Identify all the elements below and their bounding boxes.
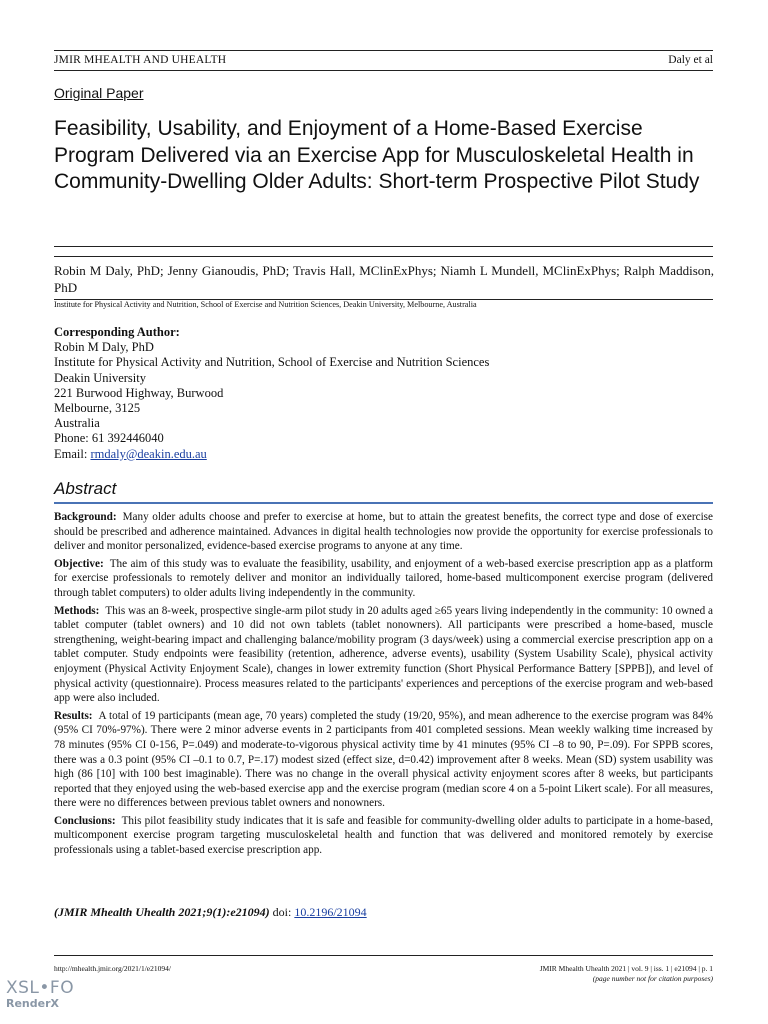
watermark-line2: RenderX [6,997,60,1010]
abstract-results [54,709,713,811]
article-type: Original Paper [54,85,144,101]
methods-label: Methods: [54,604,100,617]
citation-line [54,905,367,920]
header-rule [54,50,713,51]
abstract-objective [54,557,713,601]
corresponding-street: 221 Burwood Highway, Burwood [54,385,224,400]
watermark-line1: XSL•FO [6,978,75,998]
abstract-background [54,510,713,554]
footer-journal-info: JMIR Mhealth Uhealth 2021 | vol. 9 | iss. 1 | e21094 | p. 1 [539,964,713,973]
footer-info [540,964,713,984]
abstract-rule [54,502,713,504]
background-label: Background: [54,511,117,523]
abstract-conclusions [54,814,713,858]
paper-title: Feasibility, Usability, and Enjoyment of a Home-Based Exercise Program Delivered via an Exercise App for Musculoskeletal Health in Community-Dwelling Older Adults: Short-term Prospective Pilot Study [54,117,700,193]
conclusions-text: This pilot feasibility study indicates that it is safe and feasible for community-dwelling older adults to participate in a home-based, multicomponent exercise program targeting musculoskeletal health and function that was delivered and monitored remotely by exercise professionals using a tablet-based exercise prescription app. [54,814,713,857]
objective-label: Objective: [54,557,104,570]
doi-label: doi: [272,905,292,919]
email-link[interactable]: rmdaly@deakin.edu.au [90,446,207,461]
conclusions-label: Conclusions: [54,814,116,827]
renderx-watermark [6,978,74,1010]
footer-rule [54,955,713,956]
corresponding-author-block [54,325,489,462]
abstract-body [54,510,713,861]
corresponding-city: Melbourne, 3125 [54,401,141,416]
methods-text: This was an 8-week, prospective single-arm pilot study in 20 adults aged ≥65 years living independently in the community: 10 owned a tablet computer (tablet owners) and 10 did not own tablets (tablet nonowners). All participants were prescribed a home-based, muscle strengthening, weight-bearing impact and challenging balance/mobility program (3 days/week) using a commercial exercise prescription app on a tablet computer. Study endpoints were feasibility (retention, adherence, adverse events), usability (System Usability Scale), physical activity enjoyment (Physical Activity Enjoyment Scale), changes in lower extremity function (Short Physical Performance Battery [SPPB]), and level of physical activity (questionnaire). Process measures related to the participants' experiences and perceptions of the exercise program and web-based app were also included. [54,604,713,705]
citation-ref: (JMIR Mhealth Uhealth 2021;9(1):e21094) [54,905,270,919]
title-rule-bottom [54,256,713,257]
corresponding-label: Corresponding Author: [54,325,180,339]
abstract-heading: Abstract [54,479,117,498]
corresponding-institute: Institute for Physical Activity and Nutrition, School of Exercise and Nutrition Sciences [54,355,490,370]
corresponding-university: Deakin University [54,370,146,385]
author-list: Robin M Daly, PhD; Jenny Gianoudis, PhD; Travis Hall, MClinExPhys; Niamh L Mundell, MClinExPhys; Ralph Maddison, PhD [54,263,714,295]
objective-text: The aim of this study was to evaluate the feasibility, usability, and enjoyment of a web-based exercise prescription app as a platform for exercise professionals to remotely deliver and monitor an individually tailored, home-based multicomponent exercise program (delivered through tablet computers) to older adults living independently in the community. [54,557,713,599]
footer-url: http://mhealth.jmir.org/2021/1/e21094/ [54,964,171,973]
affiliation: Institute for Physical Activity and Nutrition, School of Exercise and Nutrition Sciences, Deakin University, Melbourne, Australia [54,300,477,309]
results-text: A total of 19 participants (mean age, 70 years) completed the study (19/20, 95%), and mean adherence to the exercise program was 84% (95% CI 70%-97%). There were 2 minor adverse events in 2 participants from 401 completed sessions. Mean weekly walking time increased by 78 minutes (95% CI 0-156, P=.049) and moderate-to-vigorous physical activity time by 41 minutes (95% CI –8 to 90, P=.09). For SPPB scores, there was a 0.3 point (95% CI –0.1 to 0.7, P=.17) modest sized (effect size, d=0.42) improvement after 8 weeks. Mean (SD) system usability was high (86 [10] with 100 best imaginable). There was no change in the overall physical activity enjoyment scores after 8 weeks, but participants reported that they enjoyed using the web-based exercise app and the exercise program (median score 4 on a 5-point Likert scale). For all measures, there were no differences between previous tablet owners and nonowners. [54,709,713,810]
corresponding-country: Australia [54,416,100,431]
results-label: Results: [54,709,93,722]
doi-link[interactable]: 10.2196/21094 [294,905,367,919]
corresponding-name: Robin M Daly, PhD [54,340,154,355]
header-bottom-rule [54,70,713,71]
running-author: Daly et al [668,54,713,66]
corresponding-email-line [54,447,489,462]
footer-page-note: (page number not for citation purposes) [592,974,713,983]
journal-name: JMIR MHEALTH AND UHEALTH [54,54,227,66]
corresponding-phone: Phone: 61 392446040 [54,431,164,446]
email-label: Email: [54,446,88,461]
background-text: Many older adults choose and prefer to exercise at home, but to attain the greatest benefits, the correct type and dose of exercise should be prescribed and adherence maintained. Advances in digital health technologies now provide the opportunity for exercise professionals to deliver and monitor personalized, evidence-based exercise programs to anyone at any time. [54,511,713,553]
abstract-methods [54,604,713,706]
title-rule-top [54,246,713,247]
